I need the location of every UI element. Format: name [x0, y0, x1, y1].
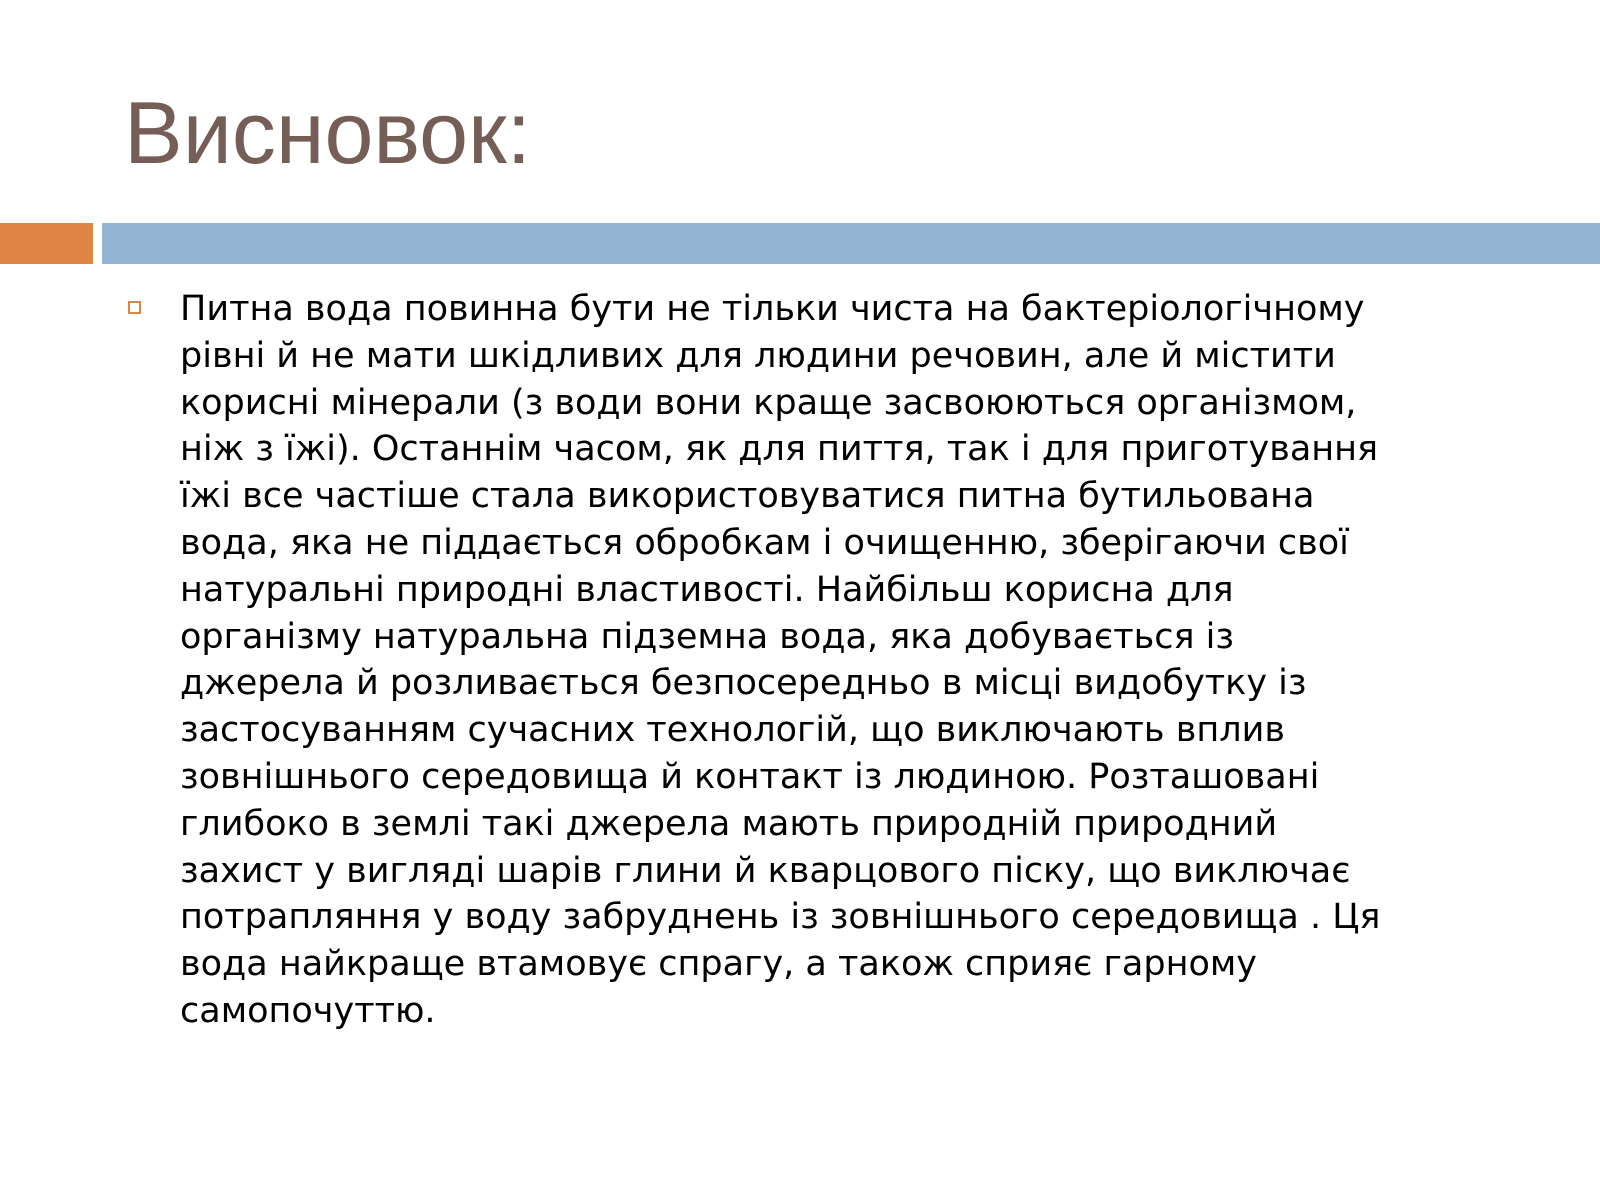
body-line: зовнішнього середовища й контакт із людиною. Розташовані	[180, 756, 1320, 797]
body-line: потрапляння у воду забруднень із зовнішнього середовища . Ця	[180, 897, 1381, 938]
slide-title: Висновок:	[124, 83, 532, 182]
body-line: глибоко в землі такі джерела мають природній природний	[180, 803, 1278, 844]
body-line: Питна вода повинна бути не тільки чиста на бактеріологічному	[180, 289, 1365, 329]
body-line: джерела й розливається безпосередньо в місці видобутку із	[180, 663, 1307, 704]
body-line: організму натуральна підземна вода, яка добувається із	[180, 616, 1234, 657]
body-line: вода найкраще втамовує спрагу, а також сприяє гарному	[180, 944, 1257, 985]
body-line: ніж з їжі). Останнім часом, як для пиття, так і для приготування	[180, 429, 1379, 470]
body-line: захист у вигляді шарів глини й кварцового піску, що виключає	[180, 850, 1351, 891]
body-paragraph	[180, 286, 1520, 1035]
body-line: натуральні природні властивості. Найбільш корисна для	[180, 569, 1234, 610]
accent-bar-blue	[102, 223, 1600, 264]
body-line: самопочуттю.	[180, 990, 436, 1031]
body-line: застосуванням сучасних технологій, що виключають вплив	[180, 710, 1285, 751]
body-line: корисні мінерали (з води вони краще засвоюються організмом,	[180, 382, 1357, 423]
hollow-square-bullet-icon	[128, 301, 141, 314]
accent-bar-orange	[0, 223, 93, 264]
body-line: рівні й не мати шкідливих для людини речовин, але й містити	[180, 335, 1336, 376]
body-line: вода, яка не піддається обробкам і очищенню, зберігаючи свої	[180, 522, 1349, 563]
body-line: їжі все частіше стала використовуватися питна бутильована	[180, 476, 1315, 517]
